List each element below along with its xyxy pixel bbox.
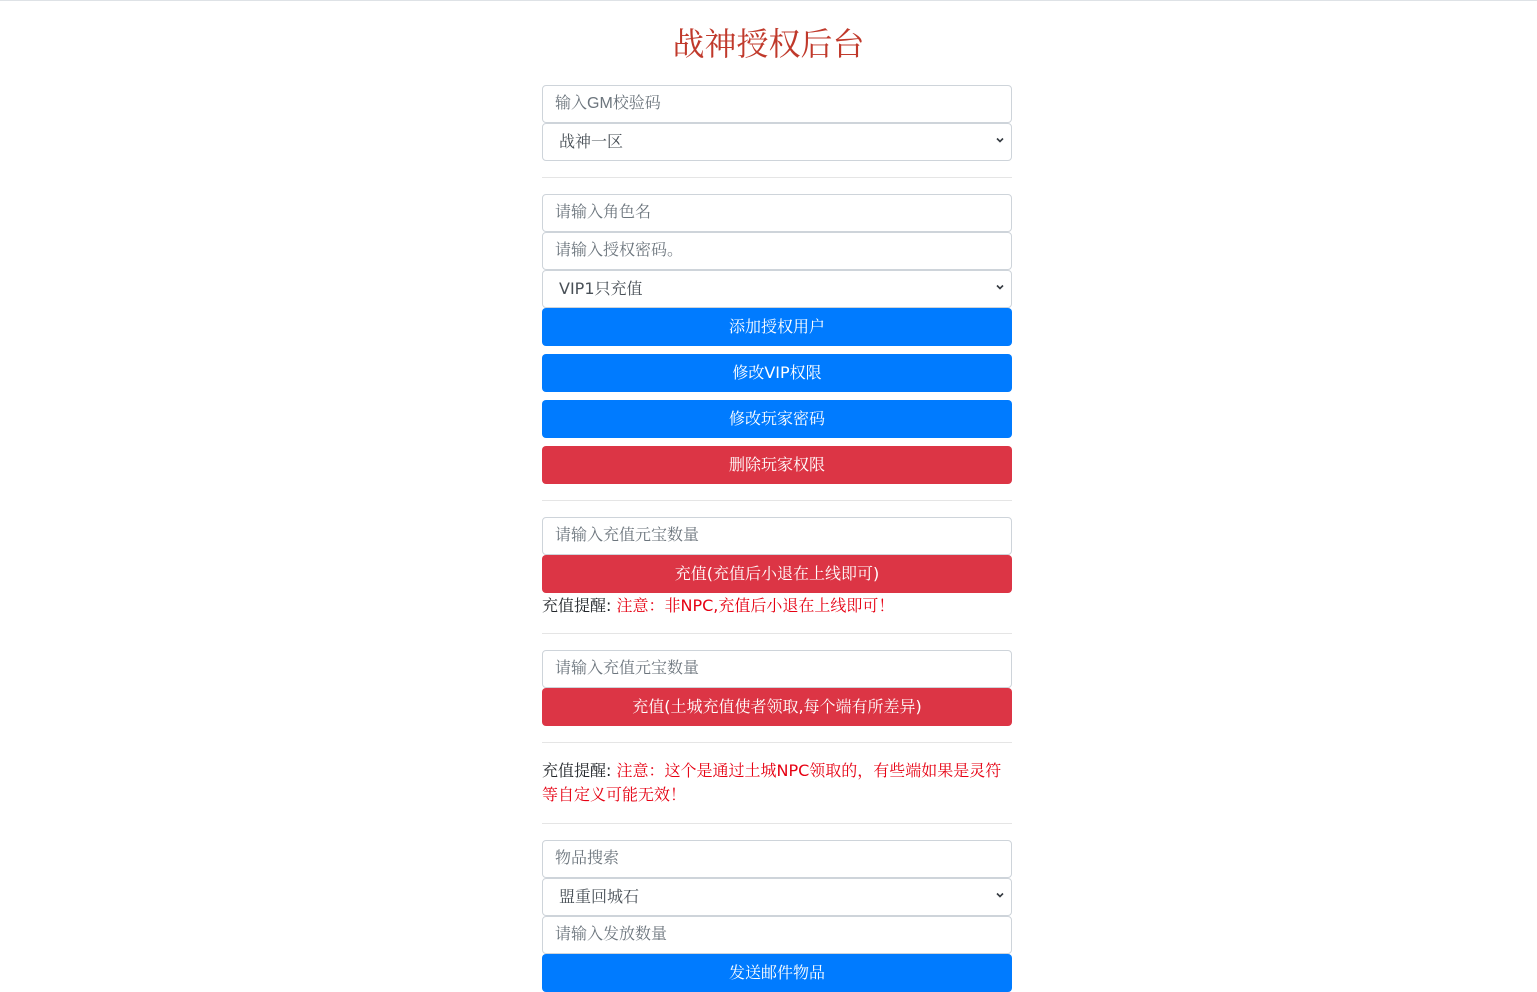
chevron-down-icon: [996, 283, 1004, 291]
item-search-input[interactable]: [542, 840, 1012, 878]
top-border: [0, 0, 1537, 1]
page-title: 战神授权后台: [672, 25, 865, 63]
recharge-button[interactable]: 充值(充值后小退在上线即可): [542, 555, 1012, 593]
add-auth-user-button[interactable]: 添加授权用户: [542, 308, 1012, 346]
recharge-tip-text: 注意：非NPC,充值后小退在上线即可！: [616, 596, 895, 615]
divider: [542, 633, 1012, 634]
modify-vip-button[interactable]: 修改VIP权限: [542, 354, 1012, 392]
item-select[interactable]: [542, 878, 1012, 916]
npc-recharge-tip-text: 注意：这个是通过土城NPC领取的，有些端如果是灵符等自定义可能无效！: [542, 761, 1002, 804]
npc-recharge-tip: [542, 759, 1012, 807]
role-name-input[interactable]: [542, 194, 1012, 232]
server-select-value: 战神一区: [542, 123, 1012, 161]
vip-select-value: VIP1只充值: [542, 270, 1012, 308]
npc-recharge-amount-input[interactable]: [542, 650, 1012, 688]
npc-recharge-button[interactable]: 充值(土城充值使者领取,每个端有所差异): [542, 688, 1012, 726]
recharge-tip: [542, 594, 1012, 618]
delete-permission-button[interactable]: 删除玩家权限: [542, 446, 1012, 484]
chevron-down-icon: [996, 136, 1004, 144]
admin-form: [542, 85, 1012, 992]
recharge-amount-input[interactable]: [542, 517, 1012, 555]
divider: [542, 823, 1012, 824]
vip-select[interactable]: [542, 270, 1012, 308]
recharge-tip-label: 充值提醒:: [542, 596, 612, 615]
send-mail-item-button[interactable]: 发送邮件物品: [542, 954, 1012, 992]
chevron-down-icon: [996, 891, 1004, 899]
divider: [542, 742, 1012, 743]
divider: [542, 500, 1012, 501]
item-select-value: 盟重回城石: [542, 878, 1012, 916]
server-select[interactable]: [542, 123, 1012, 161]
gm-code-input[interactable]: [542, 85, 1012, 123]
send-count-input[interactable]: [542, 916, 1012, 954]
divider: [542, 177, 1012, 178]
modify-password-button[interactable]: 修改玩家密码: [542, 400, 1012, 438]
auth-password-input[interactable]: [542, 232, 1012, 270]
npc-recharge-tip-label: 充值提醒:: [542, 761, 612, 780]
